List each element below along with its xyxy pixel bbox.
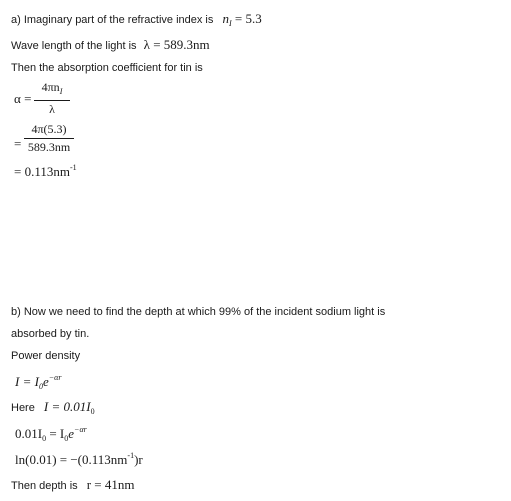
- fraction-bar: [34, 100, 70, 101]
- fraction-substituted: [24, 122, 74, 155]
- here-text: Here: [11, 402, 35, 414]
- part-b-line-1: b) Now we need to find the depth at which 99% of the incident sodium light is: [11, 306, 386, 318]
- equation-2: $0.01I_0 = I_0e^{-\alpha r}$: [15, 425, 87, 443]
- part-b-line-3: Power density: [11, 350, 81, 362]
- part-b-line-2: absorbed by tin.: [11, 328, 90, 340]
- alpha-equals: α =: [14, 91, 32, 106]
- part-a-line-2: [11, 38, 210, 53]
- fraction-denominator: 589.3nm: [27, 140, 71, 154]
- equals-sign-2: =: [14, 136, 22, 151]
- refractive-index-value: $n_I = 5.3$: [222, 11, 262, 28]
- absorption-result: = $0.113nm^{-1}$: [14, 163, 77, 179]
- final-text: Then depth is: [11, 480, 78, 492]
- fraction-numerator: 4π(5.3): [31, 122, 67, 136]
- final-value: r = 41nm: [86, 477, 135, 492]
- fraction-numerator: $4\pi n_I$: [41, 80, 63, 96]
- fraction-alpha-formula: [34, 80, 70, 117]
- wavelength-value: λ = 589.3nm: [143, 37, 210, 52]
- here-line: [11, 400, 95, 419]
- equation-3: $\ln(0.01) = -(0.113nm^{-1})r$: [15, 451, 143, 467]
- fraction-bar: [24, 138, 74, 139]
- fraction-denominator: λ: [49, 102, 55, 116]
- refractive-index-text: a) Imaginary part of the refractive index is: [11, 14, 214, 26]
- wavelength-text: Wave length of the light is: [11, 40, 137, 52]
- power-density-equation: $I = I_0e^{-\alpha r}$: [15, 373, 62, 391]
- part-a-line-3: Then the absorption coefficient for tin is: [11, 62, 203, 74]
- here-value: $I = 0.01I_0$: [43, 399, 95, 416]
- final-line: [11, 478, 135, 493]
- part-a-line-1: [11, 12, 262, 31]
